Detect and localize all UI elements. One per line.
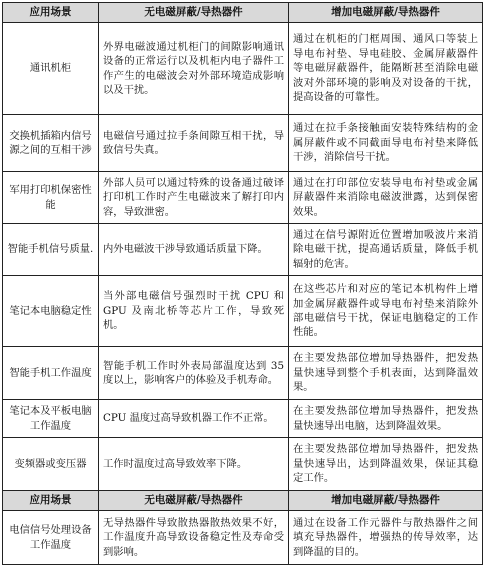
table-row: [3, 347, 483, 400]
table-header-row: [3, 491, 483, 511]
scene-cell: 电信信号处理设备工作温度: [3, 511, 99, 565]
table-row: [3, 115, 483, 172]
table-row: [3, 276, 483, 347]
without-cell: 当外部电磁信号强烈时干扰 CPU 和 GPU 及南北桥等芯片工作，导致死机。: [99, 276, 289, 347]
table-row: [3, 224, 483, 276]
scene-cell: 军用打印机保密性能: [3, 172, 99, 224]
header-without: 无电磁屏蔽/导热器件: [99, 3, 289, 23]
with-cell: 通过在机柜的门框周围、通风口等装上导电布衬垫、导电硅胶、金属屏蔽器件等电磁屏蔽器件，能隔断甚至消除电磁波对外部环境的影响及对设备的干扰，提高设备的可靠性。: [289, 23, 483, 115]
table-row: [3, 23, 483, 115]
scene-cell: 交换机插箱内信号源之间的互相干涉: [3, 115, 99, 172]
without-cell: 内外电磁波干涉导致通话质量下降。: [99, 224, 289, 276]
without-cell: 智能手机工作时外表局部温度达到 35 度以上，影响客户的体验及手机寿命。: [99, 347, 289, 400]
with-cell: 在主要发热部位增加导热器件，把发热量快速导出电脑，达到降温效果。: [289, 400, 483, 438]
table-header-row: [3, 3, 483, 23]
table-row: [3, 438, 483, 491]
scenario-comparison-table-2: [2, 490, 483, 565]
header-scene: 应用场景: [3, 491, 99, 511]
without-cell: CPU 温度过高导致机器工作不正常。: [99, 400, 289, 438]
without-cell: 工作时温度过高导致效率下降。: [99, 438, 289, 491]
without-cell: 电磁信号通过拉手条间隙互相干扰，导致信号失真。: [99, 115, 289, 172]
without-cell: 外部人员可以通过特殊的设备通过破译打印机工作时产生电磁波来了解打印内容，导致泄密。: [99, 172, 289, 224]
with-cell: 通过在设备工作元器件与散热器件之间填充导热器件，增强热的传导效率，达到降温的目的。: [289, 511, 483, 565]
with-cell: 通过在拉手条接触面安装特殊结构的金属屏蔽件或不同截面导电布衬垫来降低干涉，消除信号干扰。: [289, 115, 483, 172]
scene-cell: 变频器或变压器: [3, 438, 99, 491]
scene-cell: 智能手机信号质量.: [3, 224, 99, 276]
scene-cell: 通讯机柜: [3, 23, 99, 115]
header-with: 增加电磁屏蔽/导热器件: [289, 3, 483, 23]
with-cell: 在主要发热部位增加导热器件，把发热量快速导到整个手机表面，达到降温效果。: [289, 347, 483, 400]
scene-cell: 笔记本电脑稳定性: [3, 276, 99, 347]
with-cell: 在主要发热部位增加导热器件，把发热量快速导出，达到降温效果，保证其稳定工作。: [289, 438, 483, 491]
with-cell: 通过在打印部位安装导电布衬垫或金属屏蔽器件来消除电磁波泄露，达到保密效果。: [289, 172, 483, 224]
header-scene: 应用场景: [3, 3, 99, 23]
table-row: [3, 400, 483, 438]
with-cell: 通过在信号源附近位置增加吸波片来消除电磁干扰，提高通话质量，降低手机辐射的危害。: [289, 224, 483, 276]
header-without: 无电磁屏蔽/导热器件: [99, 491, 289, 511]
header-with: 增加电磁屏蔽/导热器件: [289, 491, 483, 511]
without-cell: 无导热器件导致散热器散热效果不好，工作温度升高导致设备稳定性及寿命受到影响。: [99, 511, 289, 565]
scene-cell: 笔记本及平板电脑工作温度: [3, 400, 99, 438]
table-row: [3, 172, 483, 224]
scenario-comparison-table-1: [2, 2, 483, 491]
scene-cell: 智能手机工作温度: [3, 347, 99, 400]
without-cell: 外界电磁波通过机柜门的间隙影响通讯设备的正常运行以及机柜内电子器件工作产生的电磁波会对外部环境造成影响以及干扰。: [99, 23, 289, 115]
with-cell: 在这些芯片和对应的笔记本机构件上增加金属屏蔽器件或导电布衬垫来消除外部电磁信号干扰，保证电脑稳定的工作性能。: [289, 276, 483, 347]
table-row: [3, 511, 483, 565]
